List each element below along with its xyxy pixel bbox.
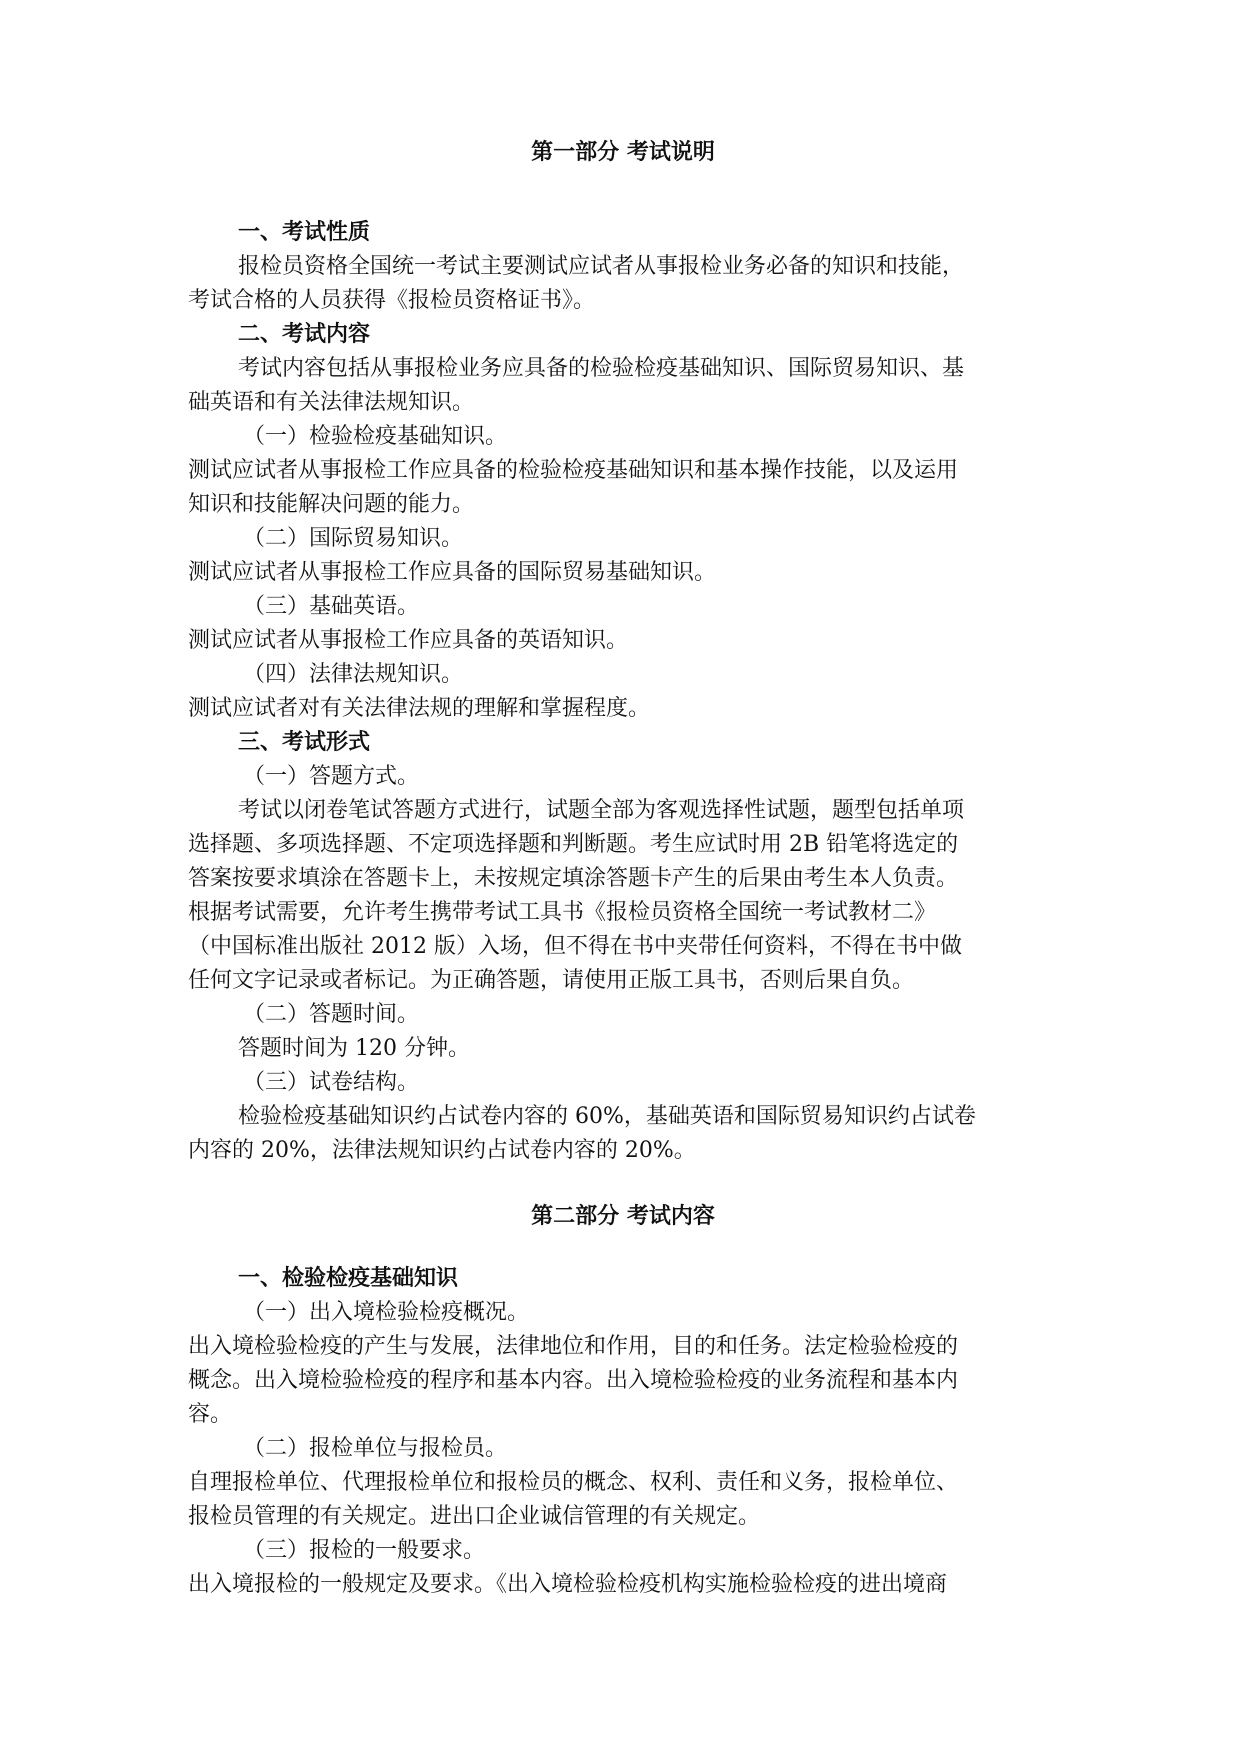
paragraph-line: 报检员资格全国统一考试主要测试应试者从事报检业务必备的知识和技能， [238, 254, 965, 279]
paragraph-line: 测试应试者从事报检工作应具备的英语知识。 [188, 628, 629, 653]
paragraph-line: 出入境检验检疫的产生与发展，法律地位和作用，目的和任务。法定检验检疫的 [188, 1334, 959, 1359]
paragraph-line: （中国标准出版社 2012 版）入场，但不得在书中夹带任何资料，不得在书中做 [188, 934, 962, 959]
paragraph-line: 测试应试者对有关法律法规的理解和掌握程度。 [188, 696, 651, 721]
subsection-heading: （四）法律法规知识。 [243, 662, 464, 687]
paragraph-line: 考试内容包括从事报检业务应具备的检验检疫基础知识、国际贸易知识、基 [238, 356, 965, 381]
subsection-heading: （一）出入境检验检疫概况。 [243, 1300, 530, 1325]
subsection-heading: （一）检验检疫基础知识。 [243, 424, 508, 449]
paragraph-line: 测试应试者从事报检工作应具备的检验检疫基础知识和基本操作技能，以及运用 [188, 458, 959, 483]
section-heading: 一、检验检疫基础知识 [238, 1266, 459, 1291]
paragraph-line: 内容的 20%，法律法规知识约占试卷内容的 20%。 [188, 1138, 696, 1163]
paragraph-line: 根据考试需要，允许考生携带考试工具书《报检员资格全国统一考试教材二》 [188, 900, 937, 925]
paragraph-line: 知识和技能解决问题的能力。 [188, 492, 475, 517]
section-heading: 一、考试性质 [238, 220, 371, 245]
subsection-heading: （二）答题时间。 [243, 1002, 420, 1027]
part1-title: 第一部分 考试说明 [531, 140, 715, 165]
subsection-heading: （一）答题方式。 [243, 764, 420, 789]
subsection-heading: （三）报检的一般要求。 [243, 1538, 486, 1563]
paragraph-line: 概念。出入境检验检疫的程序和基本内容。出入境检验检疫的业务流程和基本内 [188, 1368, 959, 1393]
paragraph-line: 出入境报检的一般规定及要求。《出入境检验检疫机构实施检验检疫的进出境商 [188, 1572, 948, 1597]
subsection-heading: （二）报检单位与报检员。 [243, 1436, 508, 1461]
paragraph-line: 测试应试者从事报检工作应具备的国际贸易基础知识。 [188, 560, 717, 585]
paragraph-line: 自理报检单位、代理报检单位和报检员的概念、权利、责任和义务，报检单位、 [188, 1470, 959, 1495]
paragraph-line: 报检员管理的有关规定。进出口企业诚信管理的有关规定。 [188, 1504, 761, 1529]
paragraph-line: 础英语和有关法律法规知识。 [188, 390, 475, 415]
section-heading: 二、考试内容 [238, 322, 371, 347]
part2-title: 第二部分 考试内容 [531, 1204, 715, 1229]
paragraph-line: 答案按要求填涂在答题卡上，未按规定填涂答题卡产生的后果由考生本人负责。 [188, 866, 959, 891]
paragraph-line: 选择题、多项选择题、不定项选择题和判断题。考生应试时用 2B 铅笔将选定的 [188, 832, 959, 857]
subsection-heading: （三）试卷结构。 [243, 1070, 420, 1095]
paragraph-line: 检验检疫基础知识约占试卷内容的 60%，基础英语和国际贸易知识约占试卷 [238, 1104, 976, 1129]
section-heading: 三、考试形式 [238, 730, 371, 755]
paragraph-line: 答题时间为 120 分钟。 [238, 1036, 470, 1061]
subsection-heading: （三）基础英语。 [243, 594, 420, 619]
paragraph-line: 考试以闭卷笔试答题方式进行，试题全部为客观选择性试题，题型包括单项 [238, 798, 965, 823]
paragraph-line: 考试合格的人员获得《报检员资格证书》。 [188, 288, 596, 313]
paragraph-line: 任何文字记录或者标记。为正确答题，请使用正版工具书，否则后果自负。 [188, 968, 915, 993]
paragraph-line: 容。 [188, 1402, 233, 1427]
subsection-heading: （二）国际贸易知识。 [243, 526, 464, 551]
